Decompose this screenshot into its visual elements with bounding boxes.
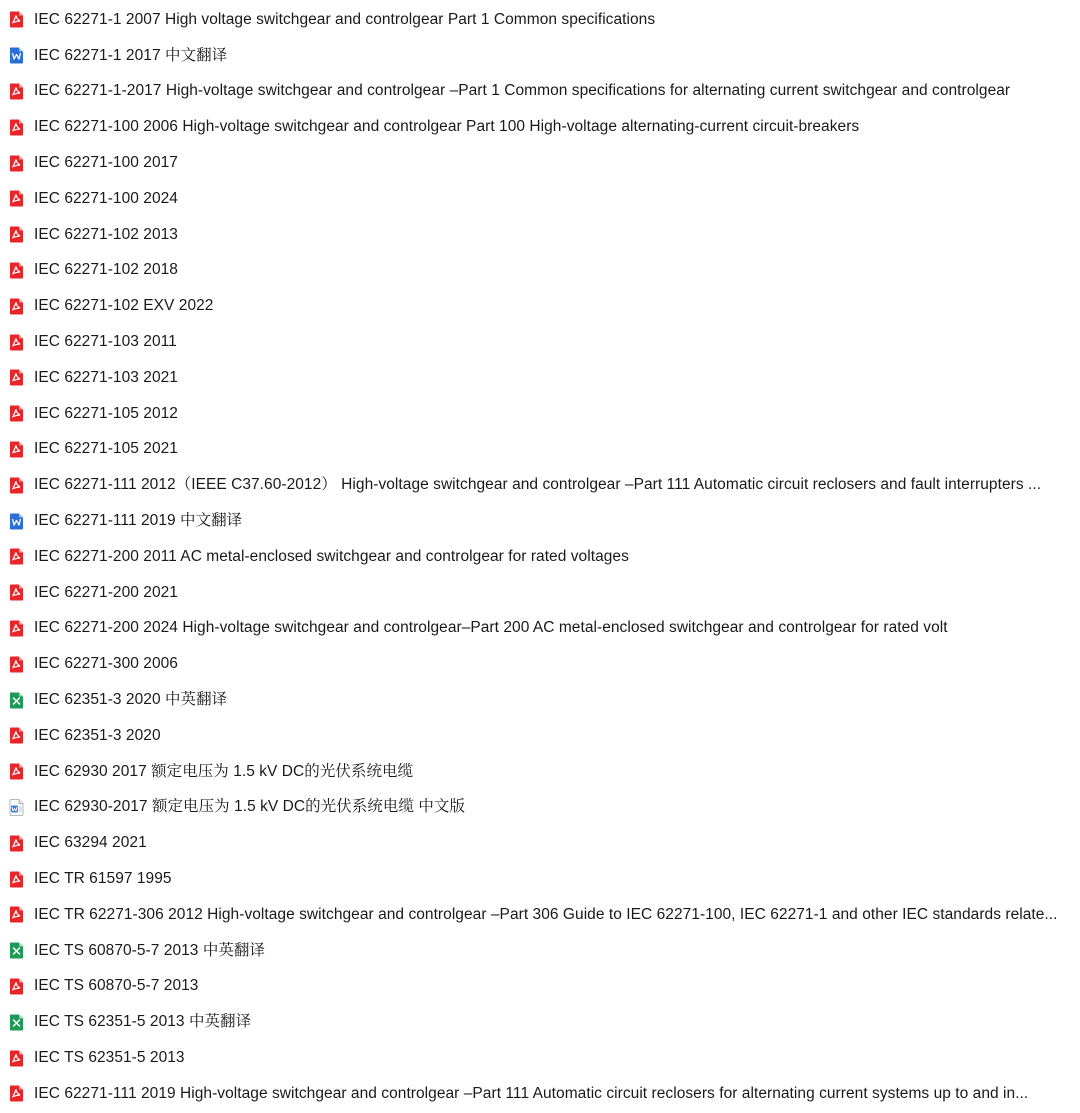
word-doc-icon [9,799,24,816]
file-list-item[interactable] [0,74,1080,110]
file-name: IEC TS 60870-5-7 2013 中英翻译 [34,941,266,959]
file-list-item[interactable] [0,969,1080,1005]
file-list-item[interactable] [0,217,1080,253]
file-name: IEC 62271-300 2006 [34,655,178,673]
pdf-icon [9,405,24,422]
file-list-item[interactable] [0,432,1080,468]
file-name: IEC 62271-1 2017 中文翻译 [34,46,228,64]
pdf-icon [9,906,24,923]
file-list-item[interactable] [0,611,1080,647]
pdf-icon [9,763,24,780]
file-list-item[interactable] [0,539,1080,575]
file-name: IEC 62271-111 2019 High-voltage switchgear and controlgear –Part 111 Automatic circuit reclosers for alternating current systems up to and in... [34,1084,1029,1102]
pdf-icon [9,83,24,100]
file-name: IEC TS 62351-5 2013 中英翻译 [34,1013,252,1031]
file-name: IEC 62930 2017 额定电压为 1.5 kV DC的光伏系统电缆 [34,762,414,780]
pdf-icon [9,620,24,637]
pdf-icon [9,871,24,888]
file-name: IEC 62271-105 2012 [34,404,178,422]
pdf-icon [9,835,24,852]
word-icon [9,513,24,530]
file-list-item[interactable] [0,360,1080,396]
pdf-icon [9,441,24,458]
pdf-icon [9,978,24,995]
file-name: IEC 62271-200 2024 High-voltage switchgear and controlgear–Part 200 AC metal-enclosed switchgear and controlgear for rated volt [34,619,948,637]
file-list-item[interactable] [0,790,1080,826]
file-name: IEC 62271-200 2021 [34,583,178,601]
file-name: IEC 62351-3 2020 [34,726,161,744]
file-list-item[interactable] [0,933,1080,969]
file-list-item[interactable] [0,181,1080,217]
file-list-item[interactable] [0,825,1080,861]
pdf-icon [9,11,24,28]
file-list-item[interactable] [0,682,1080,718]
file-list-item[interactable] [0,145,1080,181]
file-name: IEC 62271-102 2013 [34,225,178,243]
file-name: IEC 62271-200 2011 AC metal-enclosed switchgear and controlgear for rated voltages [34,547,629,565]
file-name: IEC TS 62351-5 2013 [34,1049,185,1066]
file-list-item[interactable] [0,288,1080,324]
file-list-item[interactable] [0,38,1080,74]
file-list-item[interactable] [0,1004,1080,1040]
file-name: IEC TR 62271-306 2012 High-voltage switchgear and controlgear –Part 306 Guide to IEC 62271-100, IEC 62271-1 and other IEC standards relate... [34,905,1058,923]
pdf-icon [9,656,24,673]
pdf-icon [9,584,24,601]
pdf-icon [9,1050,24,1067]
file-name: IEC 62930-2017 额定电压为 1.5 kV DC的光伏系统电缆 中文版 [34,798,465,816]
file-list-item[interactable] [0,467,1080,503]
pdf-icon [9,190,24,207]
file-name: IEC 62271-105 2021 [34,440,178,458]
file-list-item[interactable] [0,324,1080,360]
file-list-item[interactable] [0,1076,1080,1112]
file-name: IEC 62271-103 2021 [34,368,178,386]
file-name: IEC 62271-100 2024 [34,189,178,207]
pdf-icon [9,369,24,386]
file-list-item[interactable] [0,646,1080,682]
word-icon [9,47,24,64]
pdf-icon [9,298,24,315]
file-list-item[interactable] [0,2,1080,38]
file-list-item[interactable] [0,253,1080,289]
pdf-icon [9,548,24,565]
pdf-icon [9,1085,24,1102]
file-name: IEC 62271-111 2012（IEEE C37.60-2012） High-voltage switchgear and controlgear –Part 111 Automatic circuit reclosers and fault interrupters ... [34,476,1042,494]
pdf-icon [9,226,24,243]
file-name: IEC 62271-100 2006 High-voltage switchgear and controlgear Part 100 High-voltage alternating-current circuit-breakers [34,118,860,136]
file-name: IEC TR 61597 1995 [34,870,172,888]
file-name: IEC 62271-103 2011 [34,333,177,351]
file-list-item[interactable] [0,396,1080,432]
file-name: IEC 62271-1 2007 High voltage switchgear and controlgear Part 1 Common specifications [34,10,656,28]
file-name: IEC 62271-111 2019 中文翻译 [34,512,243,530]
file-list-item[interactable] [0,1040,1080,1076]
file-name: IEC 62271-100 2017 [34,154,178,172]
pdf-icon [9,155,24,172]
pdf-icon [9,119,24,136]
excel-icon [9,942,24,959]
file-name: IEC 62271-102 EXV 2022 [34,297,214,315]
file-list-item[interactable] [0,861,1080,897]
pdf-icon [9,727,24,744]
excel-icon [9,692,24,709]
file-list-item[interactable] [0,109,1080,145]
file-name: IEC 62271-1-2017 High-voltage switchgear and controlgear –Part 1 Common specifications for alternating current switchgear and controlgear [34,82,1011,100]
pdf-icon [9,334,24,351]
excel-icon [9,1014,24,1031]
pdf-icon [9,262,24,279]
file-list-item[interactable] [0,503,1080,539]
file-name: IEC 62271-102 2018 [34,261,178,279]
file-list-item[interactable] [0,718,1080,754]
file-list-item[interactable] [0,897,1080,933]
file-name: IEC 62351-3 2020 中英翻译 [34,691,228,709]
file-list-item[interactable] [0,575,1080,611]
pdf-icon [9,477,24,494]
file-name: IEC 63294 2021 [34,834,147,852]
file-list-item[interactable] [0,754,1080,790]
file-name: IEC TS 60870-5-7 2013 [34,977,199,995]
